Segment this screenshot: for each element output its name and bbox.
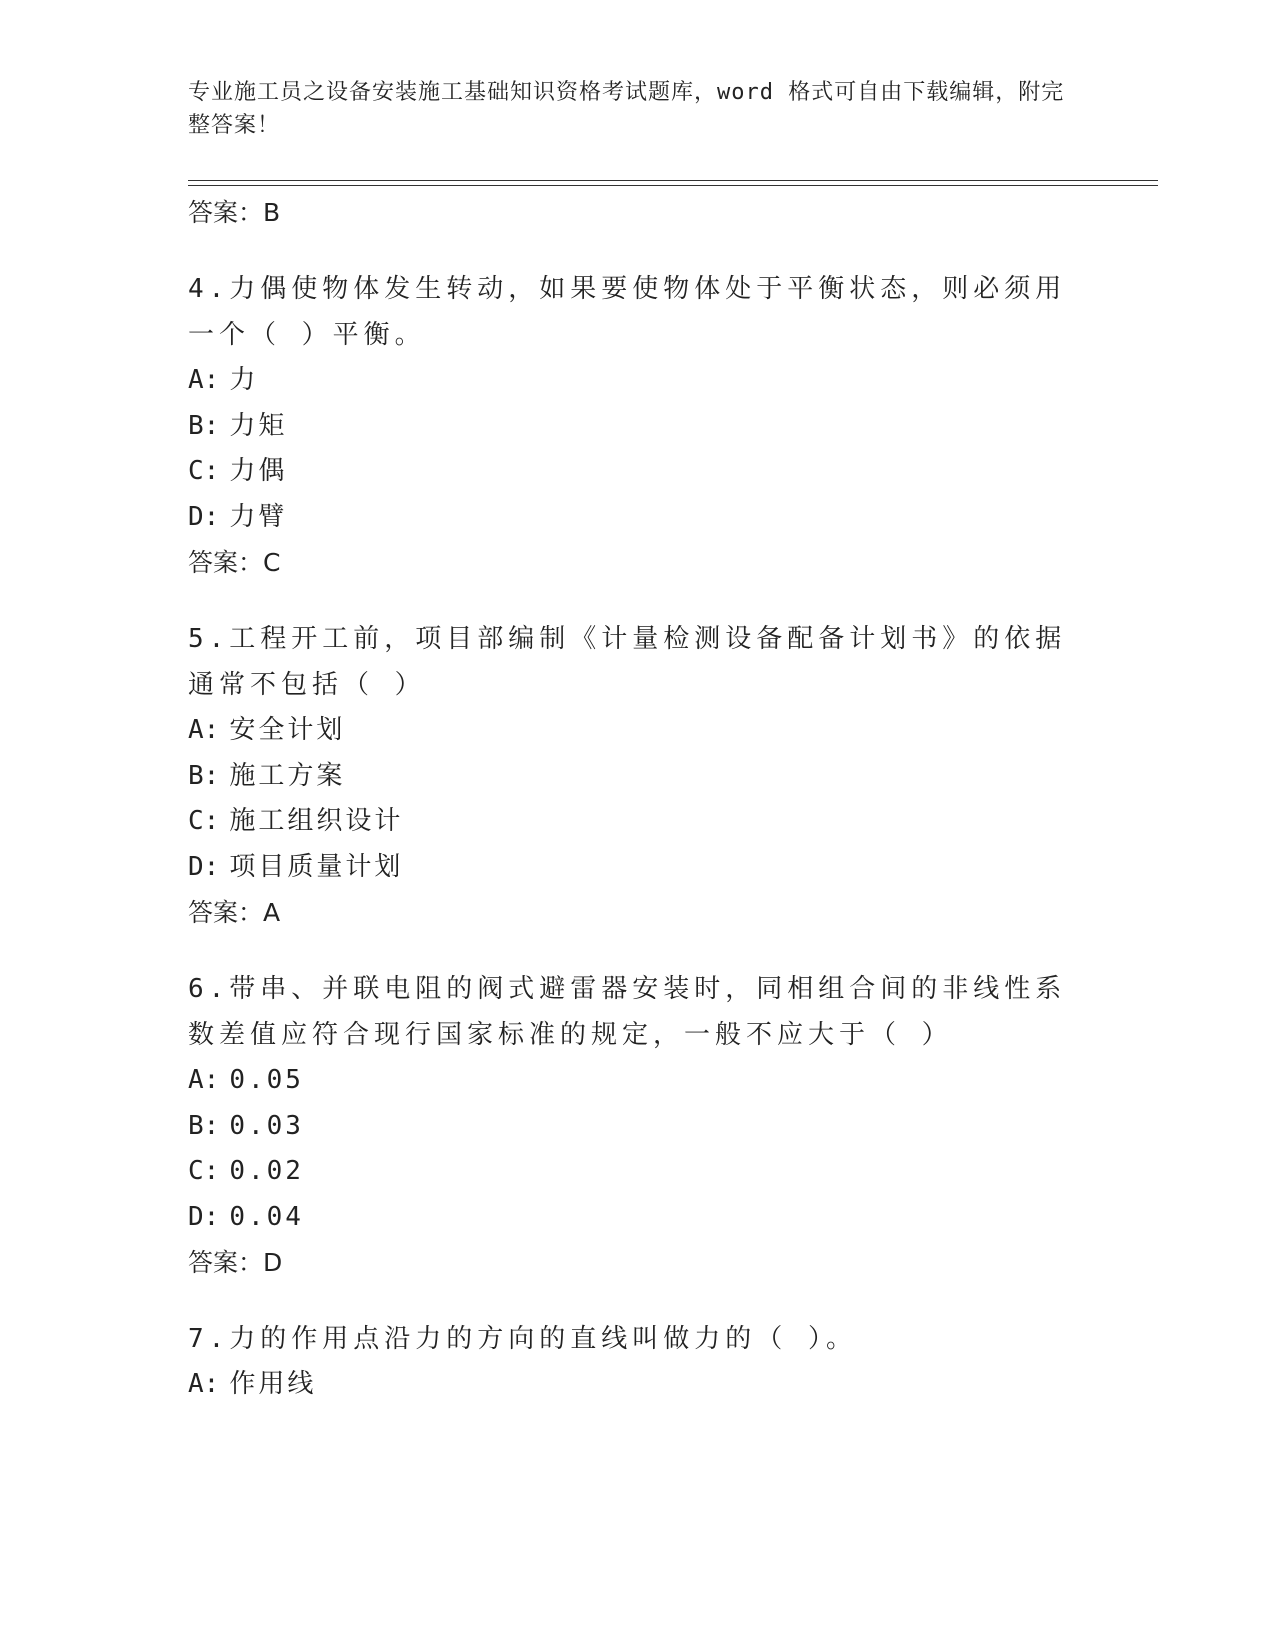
option-a: A: 安全计划 xyxy=(188,715,346,745)
option-d: D: 0.04 xyxy=(188,1201,304,1232)
header-divider-bottom xyxy=(188,185,1158,186)
question-stem: 5.工程开工前，项目部编制《计量检测设备配备计划书》的依据通常不包括（ ） xyxy=(188,624,1067,700)
option-c: C: 力偶 xyxy=(188,456,288,486)
option-a: A: 作用线 xyxy=(188,1369,317,1399)
header-divider-top xyxy=(188,180,1158,181)
document-intro: 专业施工员之设备安装施工基础知识资格考试题库，word 格式可自由下载编辑，附完整答案！ xyxy=(188,80,1065,138)
question-list xyxy=(188,190,1068,1408)
option-d: D: 项目质量计划 xyxy=(188,851,404,882)
option-c: C: 施工组织设计 xyxy=(188,806,404,836)
question-stem: 6.带串、并联电阻的阀式避雷器安装时，同相组合间的非线性系数差值应符合现行国家标准的规定，一般不应大于（ ） xyxy=(188,974,1067,1050)
question-stem: 7.力的作用点沿力的方向的直线叫做力的（ ）。 xyxy=(188,1324,857,1354)
question-4 xyxy=(188,266,1068,586)
option-b: B: 施工方案 xyxy=(188,760,346,791)
question-5 xyxy=(188,616,1068,936)
option-c: C: 0.02 xyxy=(188,1156,304,1186)
question-6 xyxy=(188,966,1068,1286)
option-a: A: 力 xyxy=(188,365,259,395)
option-a: A: 0.05 xyxy=(188,1065,304,1095)
answer-line: 答案：D xyxy=(188,1248,283,1277)
question-stem: 4.力偶使物体发生转动，如果要使物体处于平衡状态，则必须用一个（ ）平衡。 xyxy=(188,274,1067,350)
answer-line: 答案：B xyxy=(188,198,281,227)
option-b: B: 力矩 xyxy=(188,410,288,441)
option-d: D: 力臂 xyxy=(188,501,288,532)
question-7 xyxy=(188,1316,1068,1408)
option-b: B: 0.03 xyxy=(188,1110,304,1141)
answer-line: 答案：A xyxy=(188,898,281,927)
answer-line: 答案：C xyxy=(188,548,281,577)
